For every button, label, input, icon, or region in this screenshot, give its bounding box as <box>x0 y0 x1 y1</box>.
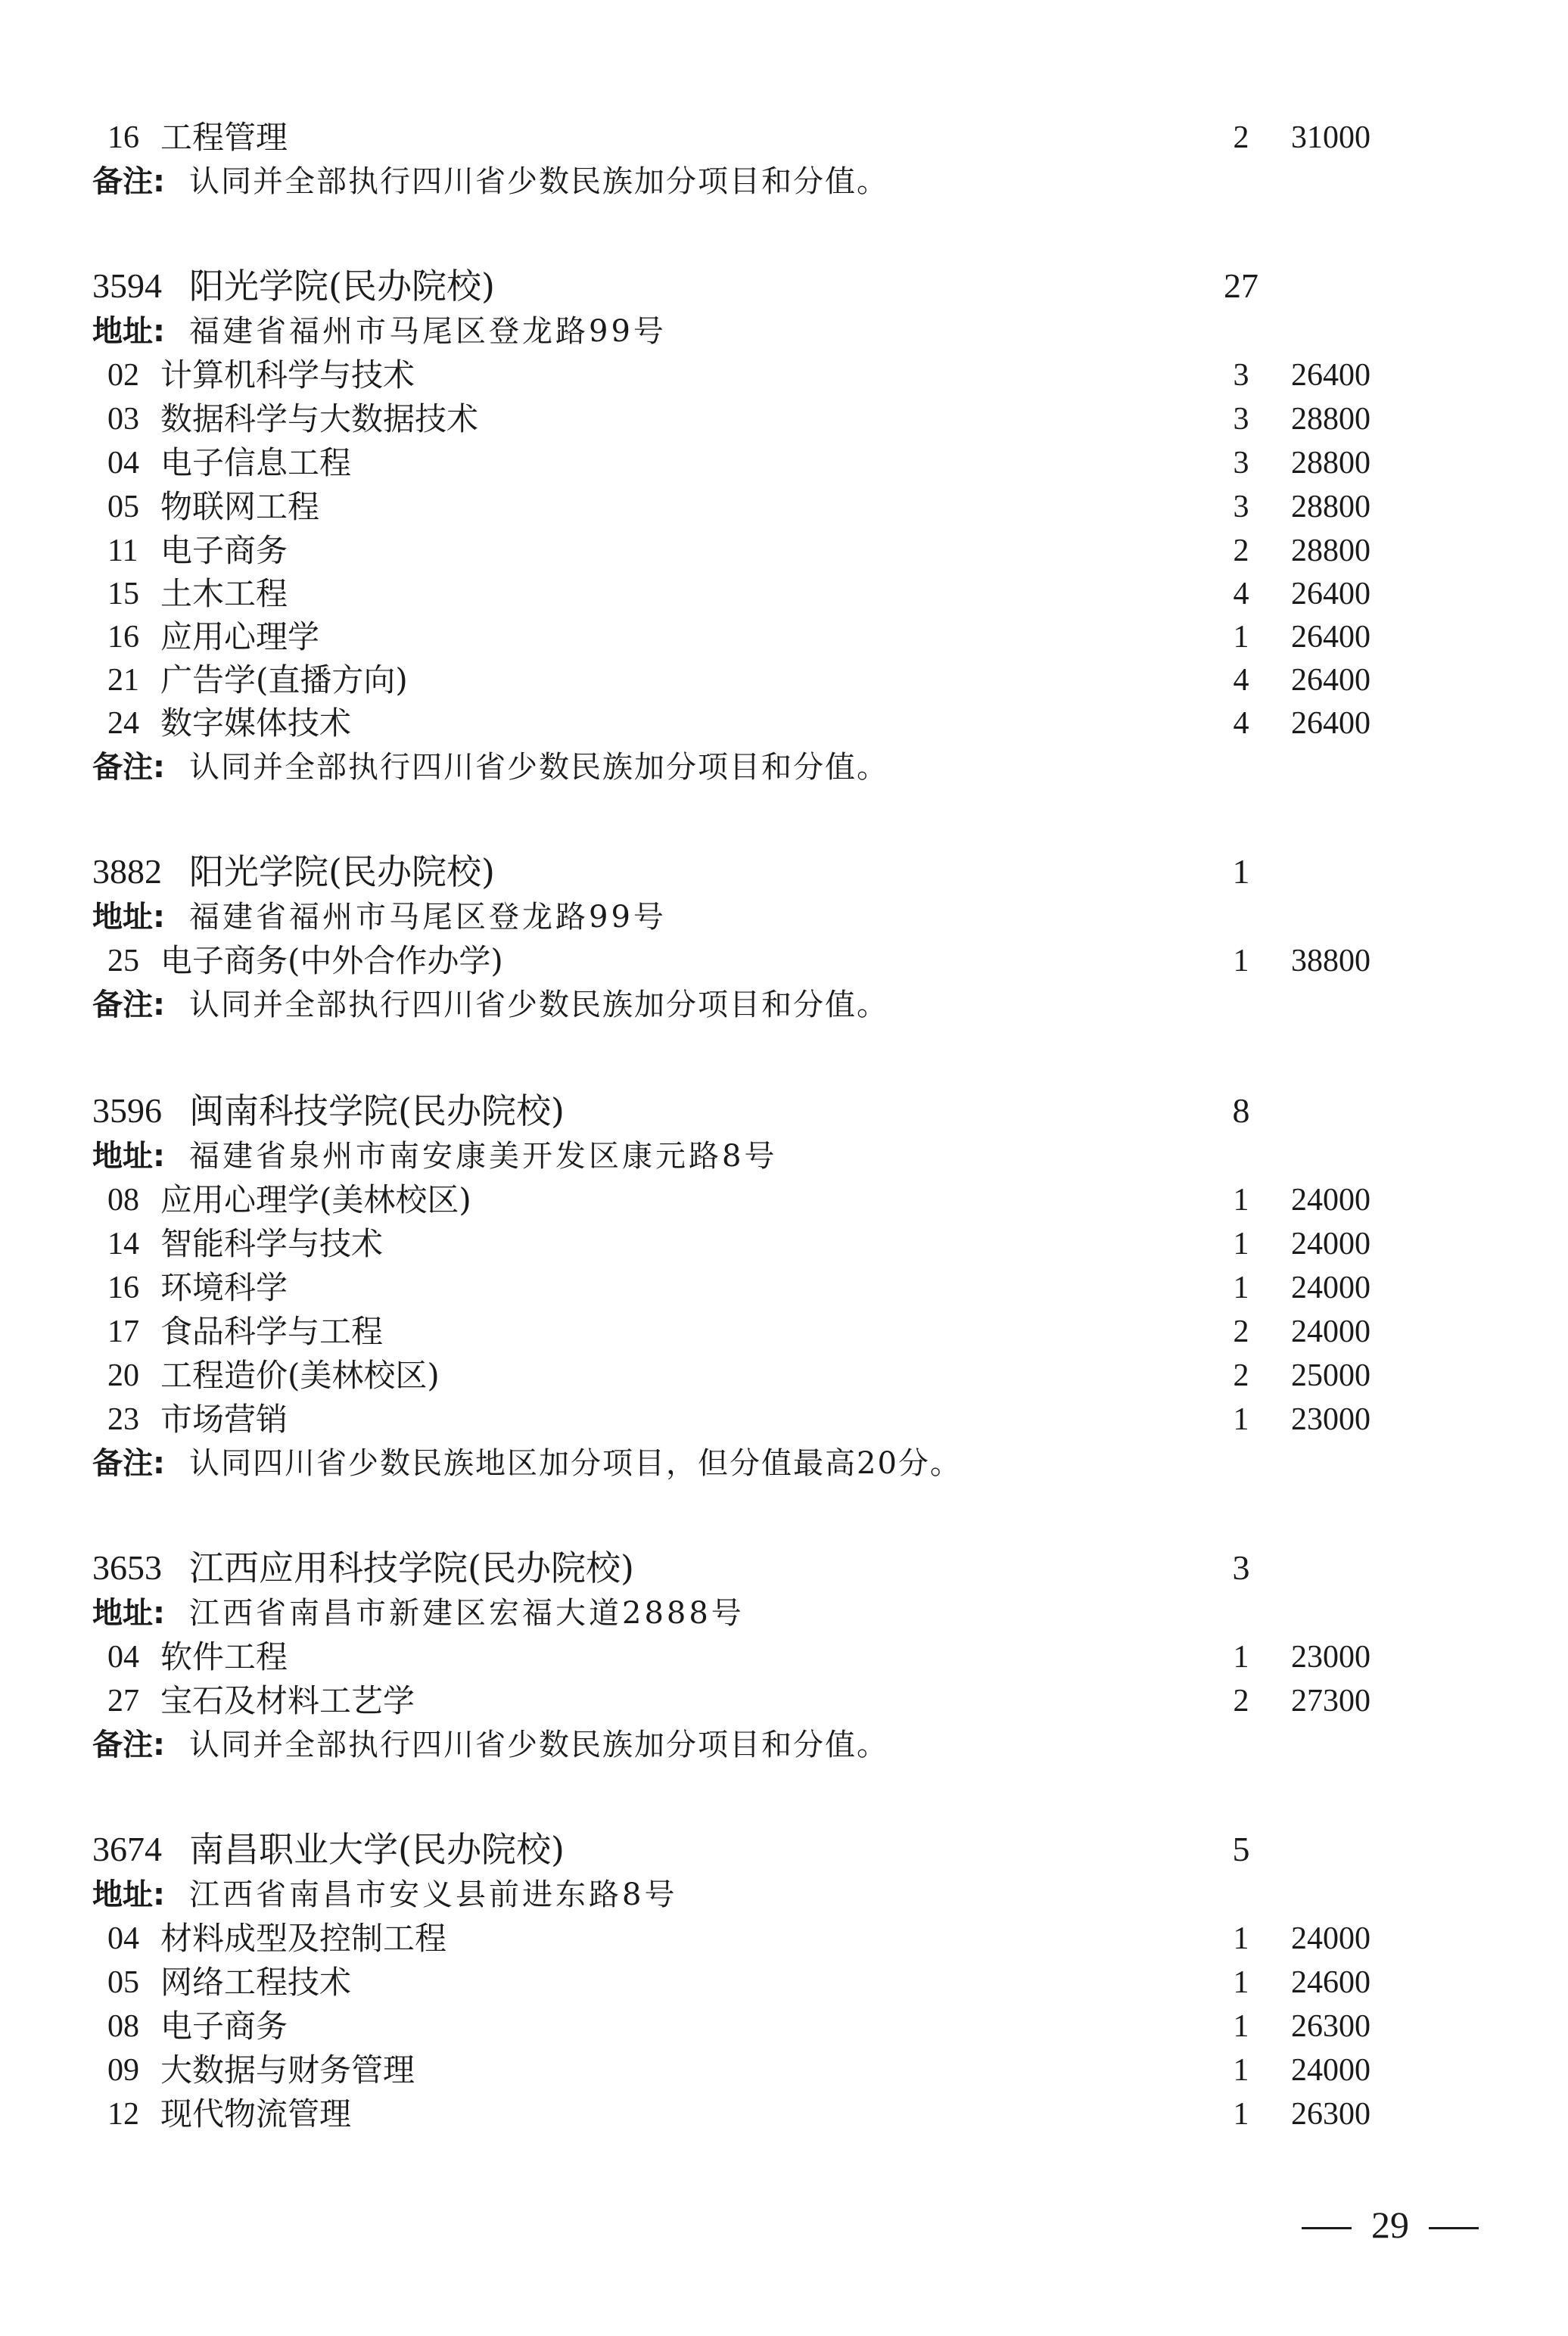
major-quota: 1 <box>1233 620 1249 655</box>
major-name: 市场营销 <box>160 1401 288 1438</box>
address-label: 地址: <box>92 1877 165 1912</box>
school-header <box>0 1090 1568 1132</box>
note-label: 备注: <box>92 1446 165 1481</box>
major-fee: 27300 <box>1291 1684 1370 1719</box>
major-name: 材料成型及控制工程 <box>160 1920 447 1957</box>
school-quota: 3 <box>1232 1548 1250 1587</box>
major-row <box>0 573 1568 615</box>
major-name: 食品科学与工程 <box>160 1313 384 1350</box>
major-name: 环境科学 <box>160 1269 288 1306</box>
major-name: 广告学(直播方向) <box>160 661 408 698</box>
major-fee: 23000 <box>1291 1402 1370 1437</box>
major-quota: 1 <box>1233 1921 1249 1956</box>
major-quota: 1 <box>1233 1640 1249 1675</box>
major-row <box>0 1311 1568 1353</box>
page-number-value: 29 <box>1371 2204 1409 2246</box>
major-row <box>0 117 1568 159</box>
major-code: 14 <box>107 1227 139 1261</box>
major-name: 宝石及材料工艺学 <box>160 1682 415 1719</box>
major-fee: 26400 <box>1291 620 1370 655</box>
note-label: 备注: <box>92 1728 165 1762</box>
major-fee: 26400 <box>1291 706 1370 741</box>
address-row <box>0 310 1568 353</box>
major-quota: 2 <box>1233 1684 1249 1719</box>
note-text: 认同并全部执行四川省少数民族加分项目和分值。 <box>189 1728 888 1762</box>
school-name: 闽南科技学院(民办院校) <box>189 1090 565 1131</box>
school-quota: 27 <box>1224 266 1258 305</box>
note-row <box>0 1724 1568 1766</box>
note-text: 认同并全部执行四川省少数民族加分项目和分值。 <box>189 750 888 785</box>
school-header <box>0 1828 1568 1871</box>
major-quota: 2 <box>1233 1314 1249 1349</box>
major-name: 工程管理 <box>160 119 288 156</box>
major-code: 17 <box>107 1314 139 1349</box>
major-code: 27 <box>107 1684 139 1719</box>
major-quota: 1 <box>1233 1183 1249 1218</box>
major-name: 物联网工程 <box>160 488 320 525</box>
major-row <box>0 1179 1568 1221</box>
school-quota: 5 <box>1232 1830 1250 1868</box>
major-row <box>0 1636 1568 1678</box>
note-row <box>0 984 1568 1026</box>
major-code: 04 <box>107 1640 139 1675</box>
major-quota: 1 <box>1233 1965 1249 2000</box>
folio-dash-left <box>1302 2227 1352 2229</box>
major-quota: 1 <box>1233 2009 1249 2044</box>
note-text: 认同四川省少数民族地区加分项目，但分值最高20分。 <box>189 1446 962 1481</box>
major-name: 土木工程 <box>160 575 288 612</box>
major-code: 04 <box>107 446 139 481</box>
school-code: 3596 <box>92 1091 162 1130</box>
major-name: 电子信息工程 <box>160 444 352 481</box>
school-quota: 8 <box>1232 1091 1250 1130</box>
major-name: 智能科学与技术 <box>160 1225 384 1262</box>
major-row <box>0 530 1568 572</box>
major-fee: 24000 <box>1291 1227 1370 1261</box>
address-label: 地址: <box>92 314 165 349</box>
school-name: 阳光学院(民办院校) <box>189 266 495 306</box>
major-fee: 24600 <box>1291 1965 1370 2000</box>
address-text: 江西省南昌市安义县前进东路8号 <box>189 1877 678 1912</box>
major-quota: 1 <box>1233 2053 1249 2088</box>
major-quota: 3 <box>1233 490 1249 524</box>
major-code: 05 <box>107 1965 139 2000</box>
note-label: 备注: <box>92 750 165 785</box>
major-fee: 24000 <box>1291 1183 1370 1218</box>
major-row <box>0 1680 1568 1722</box>
note-row <box>0 746 1568 789</box>
major-code: 12 <box>107 2097 139 2132</box>
major-row <box>0 486 1568 528</box>
major-name: 电子商务 <box>160 532 288 569</box>
major-name: 工程造价(美林校区) <box>160 1357 440 1394</box>
major-fee: 26400 <box>1291 663 1370 698</box>
major-row <box>0 354 1568 397</box>
major-code: 08 <box>107 2009 139 2044</box>
major-fee: 38800 <box>1291 944 1370 978</box>
major-code: 11 <box>107 533 138 568</box>
address-text: 福建省福州市马尾区登龙路99号 <box>189 314 667 349</box>
major-row <box>0 1398 1568 1441</box>
major-name: 电子商务 <box>160 2008 288 2045</box>
major-quota: 4 <box>1233 663 1249 698</box>
major-fee: 28800 <box>1291 490 1370 524</box>
major-row <box>0 1223 1568 1265</box>
major-fee: 24000 <box>1291 1271 1370 1305</box>
address-row <box>0 896 1568 938</box>
major-fee: 31000 <box>1291 120 1370 155</box>
major-row <box>0 659 1568 701</box>
major-quota: 3 <box>1233 402 1249 437</box>
major-code: 04 <box>107 1921 139 1956</box>
major-code: 21 <box>107 663 139 698</box>
school-code: 3653 <box>92 1548 162 1587</box>
major-code: 09 <box>107 2053 139 2088</box>
major-fee: 24000 <box>1291 2053 1370 2088</box>
note-row <box>0 1442 1568 1485</box>
major-row <box>0 940 1568 982</box>
major-name: 数字媒体技术 <box>160 705 352 742</box>
major-name: 现代物流管理 <box>160 2095 352 2132</box>
note-row <box>0 160 1568 203</box>
major-quota: 2 <box>1233 533 1249 568</box>
major-row <box>0 2093 1568 2135</box>
school-name: 江西应用科技学院(民办院校) <box>189 1547 634 1588</box>
major-row <box>0 1267 1568 1309</box>
major-quota: 1 <box>1233 1271 1249 1305</box>
major-fee: 26400 <box>1291 577 1370 611</box>
major-code: 03 <box>107 402 139 437</box>
school-code: 3882 <box>92 852 162 891</box>
major-code: 16 <box>107 120 139 155</box>
major-quota: 1 <box>1233 1227 1249 1261</box>
school-name: 阳光学院(民办院校) <box>189 851 495 892</box>
major-quota: 4 <box>1233 577 1249 611</box>
school-header <box>0 851 1568 893</box>
major-fee: 28800 <box>1291 533 1370 568</box>
major-code: 23 <box>107 1402 139 1437</box>
major-name: 数据科学与大数据技术 <box>160 400 479 437</box>
major-code: 15 <box>107 577 139 611</box>
major-fee: 25000 <box>1291 1358 1370 1393</box>
major-fee: 24000 <box>1291 1921 1370 1956</box>
major-fee: 24000 <box>1291 1314 1370 1349</box>
major-row <box>0 1961 1568 2004</box>
major-fee: 28800 <box>1291 402 1370 437</box>
major-code: 05 <box>107 490 139 524</box>
major-name: 应用心理学(美林校区) <box>160 1181 471 1218</box>
major-quota: 4 <box>1233 706 1249 741</box>
folio-dash-right <box>1429 2227 1479 2229</box>
major-name: 应用心理学 <box>160 618 320 655</box>
major-code: 25 <box>107 944 139 978</box>
school-quota: 1 <box>1232 852 1250 891</box>
major-row <box>0 2049 1568 2092</box>
major-quota: 1 <box>1233 1402 1249 1437</box>
major-row <box>0 398 1568 440</box>
major-quota: 2 <box>1233 120 1249 155</box>
major-row <box>0 1355 1568 1397</box>
school-code: 3594 <box>92 266 162 305</box>
school-name: 南昌职业大学(民办院校) <box>189 1829 565 1870</box>
address-label: 地址: <box>92 1596 165 1631</box>
page-number <box>1302 2198 1479 2251</box>
note-text: 认同并全部执行四川省少数民族加分项目和分值。 <box>189 164 888 199</box>
major-quota: 3 <box>1233 446 1249 481</box>
major-row <box>0 2005 1568 2048</box>
school-header <box>0 1547 1568 1589</box>
address-text: 福建省福州市马尾区登龙路99号 <box>189 900 667 935</box>
major-code: 02 <box>107 358 139 393</box>
address-label: 地址: <box>92 1139 165 1174</box>
major-name: 软件工程 <box>160 1638 288 1675</box>
major-code: 20 <box>107 1358 139 1393</box>
major-quota: 2 <box>1233 1358 1249 1393</box>
school-header <box>0 265 1568 307</box>
major-row <box>0 442 1568 484</box>
major-row <box>0 702 1568 745</box>
major-fee: 26300 <box>1291 2009 1370 2044</box>
note-label: 备注: <box>92 164 165 199</box>
major-fee: 26400 <box>1291 358 1370 393</box>
major-code: 16 <box>107 620 139 655</box>
major-quota: 3 <box>1233 358 1249 393</box>
major-code: 24 <box>107 706 139 741</box>
major-name: 电子商务(中外合作办学) <box>160 942 503 979</box>
address-text: 江西省南昌市新建区宏福大道2888号 <box>189 1596 745 1631</box>
major-fee: 26300 <box>1291 2097 1370 2132</box>
major-quota: 1 <box>1233 2097 1249 2132</box>
major-row <box>0 616 1568 658</box>
school-code: 3674 <box>92 1830 162 1868</box>
note-text: 认同并全部执行四川省少数民族加分项目和分值。 <box>189 988 888 1022</box>
major-code: 16 <box>107 1271 139 1305</box>
major-name: 计算机科学与技术 <box>160 356 415 393</box>
major-fee: 28800 <box>1291 446 1370 481</box>
address-row <box>0 1135 1568 1177</box>
address-row <box>0 1874 1568 1916</box>
address-row <box>0 1592 1568 1635</box>
major-name: 大数据与财务管理 <box>160 2051 415 2089</box>
address-label: 地址: <box>92 900 165 935</box>
address-text: 福建省泉州市南安康美开发区康元路8号 <box>189 1139 778 1174</box>
major-code: 08 <box>107 1183 139 1218</box>
major-name: 网络工程技术 <box>160 1964 352 2001</box>
note-label: 备注: <box>92 988 165 1022</box>
major-quota: 1 <box>1233 944 1249 978</box>
major-fee: 23000 <box>1291 1640 1370 1675</box>
major-row <box>0 1918 1568 1960</box>
